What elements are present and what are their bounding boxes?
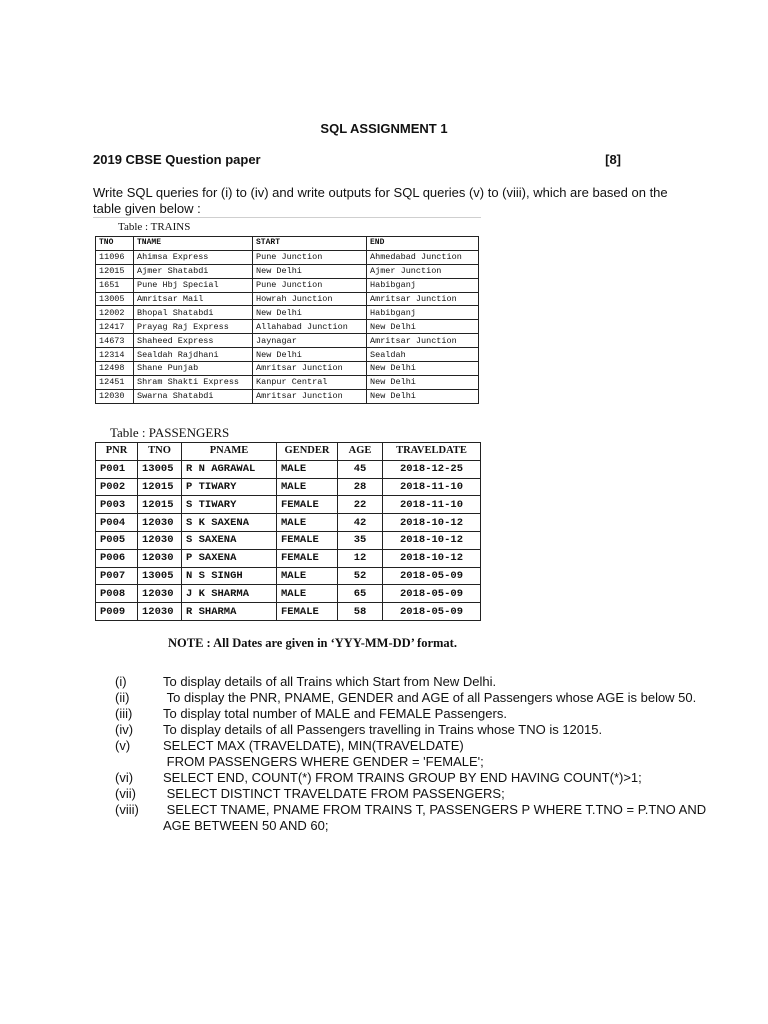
question-number: (vii)	[115, 786, 136, 801]
document-title: SQL ASSIGNMENT 1	[320, 121, 448, 136]
table-cell: 12030	[96, 389, 134, 403]
table-cell: New Delhi	[367, 375, 479, 389]
table-row	[96, 264, 479, 278]
column-header: START	[253, 237, 367, 251]
question-number: (iii)	[115, 706, 133, 721]
question-text: To display total number of MALE and FEMALE Passengers.	[163, 706, 507, 721]
table-row	[96, 278, 479, 292]
question-text: To display details of all Passengers travelling in Trains whose TNO is 12015.	[163, 722, 603, 737]
table-cell: P003	[96, 496, 138, 514]
date-format-note: NOTE : All Dates are given in ‘YYY-MM-DD’ format.	[168, 636, 457, 650]
table-cell: S SAXENA	[182, 531, 277, 549]
question-item	[115, 706, 715, 722]
intro-text: Write SQL queries for (i) to (iv) and write outputs for SQL queries (v) to (viii), which are based on the table given below :	[93, 185, 668, 216]
table-cell: 35	[338, 531, 383, 549]
table-cell: 2018-11-10	[383, 478, 481, 496]
table-row	[96, 567, 481, 585]
table-row	[96, 478, 481, 496]
table-row	[96, 320, 479, 334]
table-row	[96, 585, 481, 603]
table-cell: 12030	[138, 585, 182, 603]
table-cell: 12015	[138, 478, 182, 496]
trains-table	[95, 236, 479, 404]
question-text: To display the PNR, PNAME, GENDER and AGE of all Passengers whose AGE is below 50.	[163, 690, 697, 705]
question-number: (ii)	[115, 690, 130, 705]
table-header-row	[96, 443, 481, 461]
table-cell: 2018-11-10	[383, 496, 481, 514]
table-cell: Habibganj	[367, 278, 479, 292]
table-row	[96, 375, 479, 389]
column-header: AGE	[338, 443, 383, 461]
table-row	[96, 334, 479, 348]
table-cell: New Delhi	[367, 320, 479, 334]
table-cell: FEMALE	[277, 531, 338, 549]
table-cell: MALE	[277, 514, 338, 532]
table-cell: N S SINGH	[182, 567, 277, 585]
paper-name: 2019 CBSE Question paper	[93, 152, 261, 167]
table-cell: Shram Shakti Express	[134, 375, 253, 389]
table-cell: 12030	[138, 531, 182, 549]
table-cell: 12030	[138, 549, 182, 567]
table-cell: 1651	[96, 278, 134, 292]
table-cell: Ahmedabad Junction	[367, 250, 479, 264]
question-item	[115, 738, 715, 770]
table-row	[96, 389, 479, 403]
table-cell: S K SAXENA	[182, 514, 277, 532]
table-cell: 2018-10-12	[383, 514, 481, 532]
table-cell: 12314	[96, 348, 134, 362]
table-cell: Shane Punjab	[134, 362, 253, 376]
table-cell: 12417	[96, 320, 134, 334]
question-text: SELECT MAX (TRAVELDATE), MIN(TRAVELDATE) FROM PASSENGERS WHERE GENDER = 'FEMALE';	[163, 738, 484, 769]
table-cell: 12	[338, 549, 383, 567]
table-row	[96, 549, 481, 567]
question-item	[115, 770, 715, 786]
question-item	[115, 722, 715, 738]
table-cell: 58	[338, 603, 383, 621]
question-item	[115, 690, 715, 706]
table-cell: Howrah Junction	[253, 292, 367, 306]
table-cell: MALE	[277, 460, 338, 478]
table-cell: P008	[96, 585, 138, 603]
table-row	[96, 460, 481, 478]
table-cell: Bhopal Shatabdi	[134, 306, 253, 320]
table-cell: FEMALE	[277, 496, 338, 514]
table-row	[96, 292, 479, 306]
column-header: PNAME	[182, 443, 277, 461]
table-cell: Allahabad Junction	[253, 320, 367, 334]
table-cell: P TIWARY	[182, 478, 277, 496]
table-row	[96, 348, 479, 362]
table-cell: R N AGRAWAL	[182, 460, 277, 478]
table-cell: 12002	[96, 306, 134, 320]
question-number: (i)	[115, 674, 127, 689]
table-cell: 12498	[96, 362, 134, 376]
question-number: (vi)	[115, 770, 134, 785]
table-cell: 65	[338, 585, 383, 603]
table-cell: P SAXENA	[182, 549, 277, 567]
table-cell: Amritsar Junction	[253, 362, 367, 376]
table-cell: 12030	[138, 514, 182, 532]
column-header: TNO	[96, 237, 134, 251]
column-header: GENDER	[277, 443, 338, 461]
table-cell: 13005	[138, 567, 182, 585]
table-cell: Pune Hbj Special	[134, 278, 253, 292]
table-cell: 42	[338, 514, 383, 532]
question-text: SELECT DISTINCT TRAVELDATE FROM PASSENGERS;	[163, 786, 505, 801]
table-cell: 14673	[96, 334, 134, 348]
table-cell: 13005	[96, 292, 134, 306]
table-cell: MALE	[277, 478, 338, 496]
table-cell: 28	[338, 478, 383, 496]
table-cell: Prayag Raj Express	[134, 320, 253, 334]
question-text: SELECT TNAME, PNAME FROM TRAINS T, PASSENGERS P WHERE T.TNO = P.TNO AND AGE BETWEEN 50 AND 60;	[163, 802, 707, 833]
table-cell: 13005	[138, 460, 182, 478]
divider	[93, 217, 481, 218]
column-header: TNAME	[134, 237, 253, 251]
question-text: To display details of all Trains which Start from New Delhi.	[163, 674, 497, 689]
table-cell: 2018-05-09	[383, 603, 481, 621]
table-cell: 12015	[96, 264, 134, 278]
table-cell: 2018-10-12	[383, 549, 481, 567]
table-cell: Pune Junction	[253, 250, 367, 264]
question-text: SELECT END, COUNT(*) FROM TRAINS GROUP BY END HAVING COUNT(*)>1;	[163, 770, 642, 785]
table-cell: P001	[96, 460, 138, 478]
table-cell: New Delhi	[253, 348, 367, 362]
subheading	[93, 152, 621, 167]
table-cell: Amritsar Junction	[253, 389, 367, 403]
table-cell: 52	[338, 567, 383, 585]
table-cell: New Delhi	[253, 264, 367, 278]
trains-caption: Table : TRAINS	[118, 221, 191, 233]
table-cell: P007	[96, 567, 138, 585]
table-cell: FEMALE	[277, 603, 338, 621]
table-cell: Sealdah	[367, 348, 479, 362]
table-cell: P004	[96, 514, 138, 532]
table-row	[96, 514, 481, 532]
table-cell: 2018-05-09	[383, 585, 481, 603]
table-cell: Pune Junction	[253, 278, 367, 292]
table-cell: New Delhi	[367, 389, 479, 403]
table-cell: MALE	[277, 585, 338, 603]
table-cell: 22	[338, 496, 383, 514]
table-cell: 2018-05-09	[383, 567, 481, 585]
marks: [8]	[605, 152, 621, 167]
table-cell: Shaheed Express	[134, 334, 253, 348]
table-cell: Swarna Shatabdi	[134, 389, 253, 403]
question-list	[115, 674, 715, 834]
table-cell: R SHARMA	[182, 603, 277, 621]
passengers-caption: Table : PASSENGERS	[110, 425, 230, 440]
table-cell: 45	[338, 460, 383, 478]
table-cell: Kanpur Central	[253, 375, 367, 389]
column-header: TRAVELDATE	[383, 443, 481, 461]
table-cell: 12015	[138, 496, 182, 514]
table-cell: Ajmer Junction	[367, 264, 479, 278]
question-number: (iv)	[115, 722, 134, 737]
table-cell: 2018-12-25	[383, 460, 481, 478]
table-row	[96, 603, 481, 621]
passengers-table	[95, 442, 481, 621]
column-header: TNO	[138, 443, 182, 461]
question-number: (v)	[115, 738, 131, 753]
table-cell: Sealdah Rajdhani	[134, 348, 253, 362]
table-cell: Amritsar Mail	[134, 292, 253, 306]
table-cell: New Delhi	[367, 362, 479, 376]
question-number: (viii)	[115, 802, 139, 817]
table-cell: New Delhi	[253, 306, 367, 320]
table-cell: Ajmer Shatabdi	[134, 264, 253, 278]
table-cell: 12030	[138, 603, 182, 621]
table-cell: 12451	[96, 375, 134, 389]
table-cell: P002	[96, 478, 138, 496]
table-cell: Habibganj	[367, 306, 479, 320]
table-cell: Ahimsa Express	[134, 250, 253, 264]
table-cell: J K SHARMA	[182, 585, 277, 603]
table-cell: Amritsar Junction	[367, 334, 479, 348]
table-row	[96, 496, 481, 514]
table-cell: 11096	[96, 250, 134, 264]
table-cell: MALE	[277, 567, 338, 585]
table-cell: S TIWARY	[182, 496, 277, 514]
table-header-row	[96, 237, 479, 251]
table-cell: P009	[96, 603, 138, 621]
question-item	[115, 802, 715, 834]
table-cell: 2018-10-12	[383, 531, 481, 549]
table-cell: Amritsar Junction	[367, 292, 479, 306]
question-item	[115, 674, 715, 690]
table-cell: Jaynagar	[253, 334, 367, 348]
column-header: PNR	[96, 443, 138, 461]
table-row	[96, 306, 479, 320]
column-header: END	[367, 237, 479, 251]
table-row	[96, 250, 479, 264]
table-cell: P005	[96, 531, 138, 549]
table-row	[96, 362, 479, 376]
table-cell: P006	[96, 549, 138, 567]
table-row	[96, 531, 481, 549]
table-cell: FEMALE	[277, 549, 338, 567]
question-item	[115, 786, 715, 802]
